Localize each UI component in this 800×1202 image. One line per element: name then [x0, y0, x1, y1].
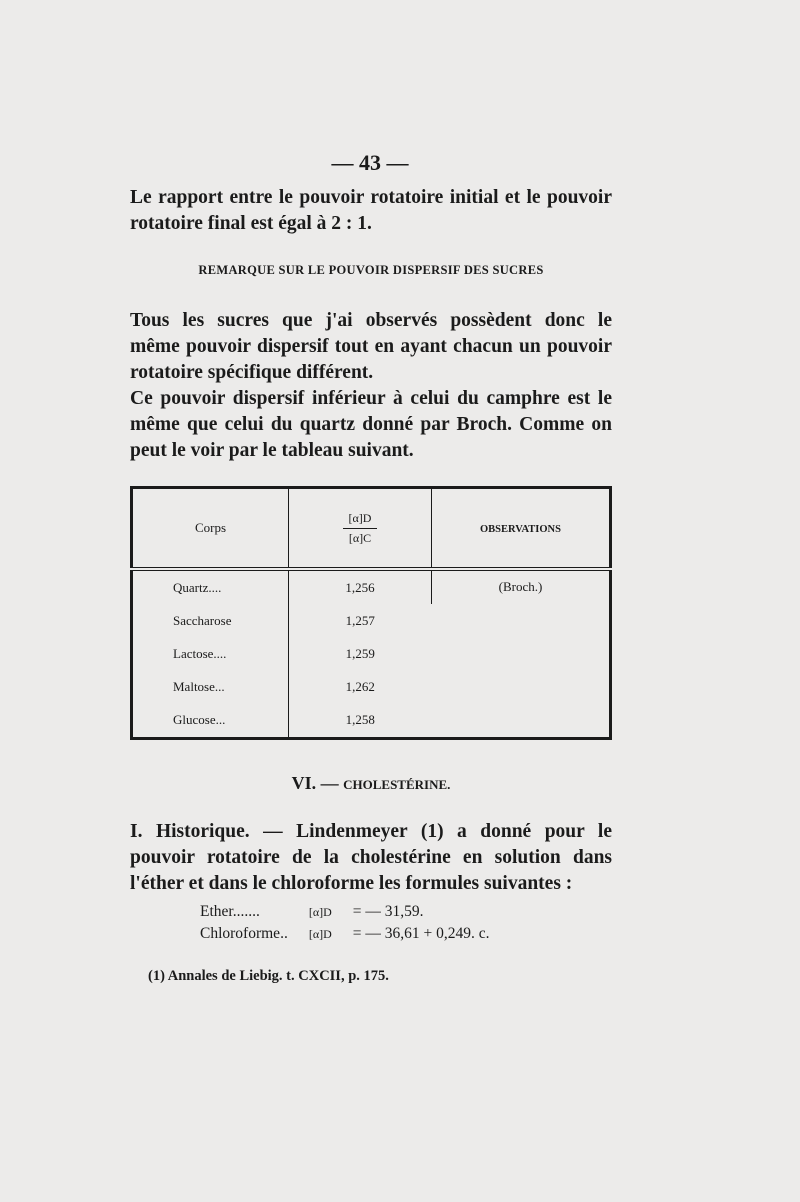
text-line: rotatoire spécifique différent. — [130, 362, 374, 383]
text-line: I. Historique. — Lindenmeyer (1) a donné pour le — [130, 821, 612, 842]
row-name: Lactose.... — [132, 637, 289, 670]
header-corps: Corps — [132, 488, 289, 570]
text-line: même pouvoir dispersif tout en ayant chacun un pouvoir — [130, 336, 612, 357]
text-line: peut le voir par le tableau suivant. — [130, 440, 414, 461]
row-name: Quartz.... — [132, 569, 289, 604]
row-name: Maltose... — [132, 671, 289, 704]
row-value: 1,262 — [345, 679, 375, 695]
paragraph-historique — [130, 819, 612, 897]
paragraph-sugars — [130, 308, 612, 386]
text-line: même que celui du quartz donné par Broch. Comme on — [130, 414, 612, 435]
ratio-numerator: [α]D — [343, 511, 378, 529]
footnote: (1) Annales de Liebig. t. CXCII, p. 175. — [148, 968, 389, 984]
formula-expression: = — 36,61 + 0,249. c. — [352, 925, 490, 942]
chapter-heading — [130, 773, 612, 794]
section-heading: REMARQUE SUR LE POUVOIR DISPERSIF DES SUCRES — [198, 263, 544, 277]
formula-solvent: Ether....... — [200, 903, 260, 920]
text-line: pouvoir rotatoire de la cholestérine en solution dans — [130, 847, 612, 868]
row-value: 1,257 — [345, 612, 375, 628]
formula-row — [200, 901, 490, 923]
text-line: l'éther et dans le chloroforme les formules suivantes : — [130, 873, 573, 894]
formula-symbol: [α]D — [308, 905, 332, 919]
formula-row — [200, 923, 490, 945]
chapter-title: CHOLESTÉRINE. — [343, 777, 451, 792]
ratio-denominator: [α]C — [348, 530, 372, 545]
formula-expression: = — 31,59. — [352, 903, 424, 920]
header-ratio — [289, 488, 432, 570]
paragraph-dispersion — [130, 386, 612, 464]
table-row — [132, 569, 611, 604]
row-value: 1,259 — [345, 646, 375, 662]
paragraph-ratio — [130, 185, 612, 237]
header-observations: OBSERVATIONS — [432, 488, 611, 570]
row-value: 1,256 — [289, 569, 432, 604]
page-number: — 43 — — [331, 150, 409, 175]
text-line: Le rapport entre le pouvoir rotatoire initial et le pouvoir — [130, 187, 612, 208]
formula-solvent: Chloroforme.. — [200, 925, 288, 942]
row-name: Saccharose — [132, 604, 289, 637]
row-name: Glucose... — [132, 704, 289, 739]
row-observation: (Broch.) — [498, 579, 543, 594]
text-line: rotatoire final est égal à 2 : 1. — [130, 213, 372, 234]
dispersion-table — [130, 486, 612, 740]
formula-symbol: [α]D — [308, 927, 332, 941]
chapter-numeral: VI. — — [291, 773, 339, 793]
text-line: Tous les sucres que j'ai observés possèdent donc le — [130, 310, 612, 331]
text-line: Ce pouvoir dispersif inférieur à celui du camphre est le — [130, 388, 612, 409]
formula-block — [200, 901, 490, 945]
row-value: 1,258 — [345, 712, 375, 728]
